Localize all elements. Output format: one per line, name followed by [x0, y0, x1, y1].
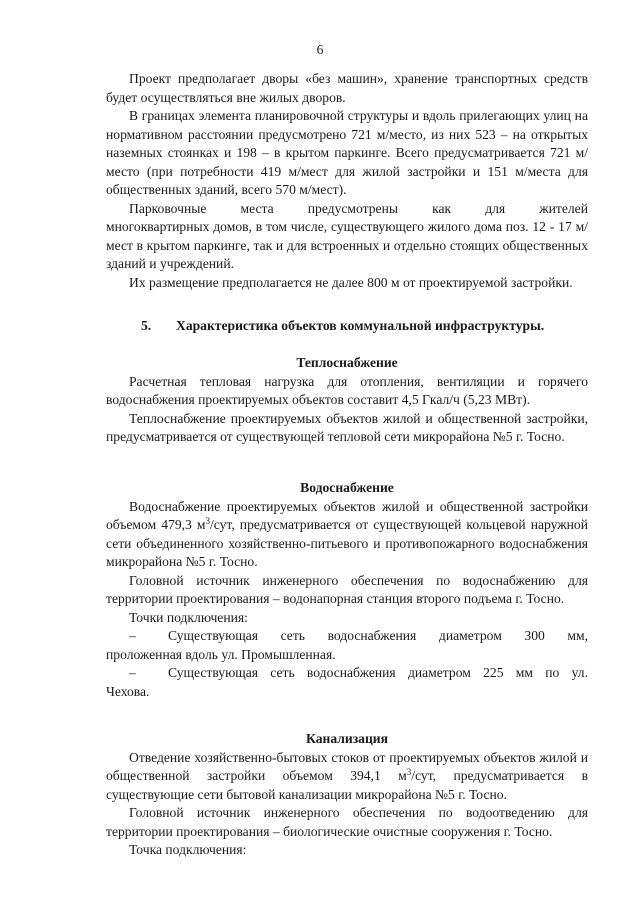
paragraph: Их размещение предполагается не далее 800 м от проектируемой застройки. — [129, 274, 573, 290]
water-supply-section — [106, 479, 588, 701]
heat-supply-section — [106, 354, 588, 447]
superscript: 3 — [205, 516, 210, 526]
paragraph: Расчетная тепловая нагрузка для отопления, вентиляции и горячего водоснабжения проектируемых объектов составит 4,5 Гкал/ч (5,23 МВт). — [106, 373, 588, 407]
page-number: 6 — [316, 42, 324, 57]
list-item-continuation: Чехова. — [106, 683, 150, 699]
list-item: – Существующая сеть водоснабжения диаметром 225 мм по ул. — [106, 664, 588, 683]
superscript: 3 — [406, 767, 412, 777]
paragraph: Водоснабжение проектируемых объектов жилой и общественной застройки объемом 479,3 $м^3$/сут, предусматривается от существующей кольцевой наружной сети объединенного хозяйственно-питьевого и противопожарного водоснабжения микрорайона №5 г. Тосно. — [106, 498, 588, 569]
sewerage-section — [106, 730, 588, 860]
paragraph: Головной источник инженерного обеспечения по водоотведению для территории проектирования – биологические очистные сооружения г. Тосно. — [106, 805, 588, 839]
subheading-heat: Теплоснабжение — [296, 355, 398, 370]
paragraph: Теплоснабжение проектируемых объектов жилой и общественной застройки, предусматривается от существующей тепловой сети микрорайона №5 г. Тосно. — [106, 410, 588, 444]
paragraph-line: Парковочные места предусмотрены как для жителей — [129, 200, 588, 216]
subheading-water: Водоснабжение — [300, 480, 394, 495]
paragraph: Точка подключения: — [129, 842, 247, 857]
section-heading: Характеристика объектов коммунальной инфраструктуры. — [176, 318, 545, 333]
paragraph: Отведение хозяйственно-бытовых стоков от проектируемых объектов жилой и общественной застройки объемом 394,1 $м^3$/сут, предусматривается в существующие сети бытовой канализации микрорайона №5 г. Тосно. — [106, 749, 589, 802]
dash-marker: – — [129, 628, 136, 643]
paragraph: Головной источник инженерного обеспечения по водоснабжению для территории проектирования – водонапорная станция второго подъема г. Тосно. — [106, 572, 588, 606]
subheading-sewer: Канализация — [306, 731, 388, 746]
dash-marker: – — [129, 665, 136, 680]
section-number: 5. — [141, 318, 152, 333]
paragraph: Точки подключения: — [129, 609, 248, 625]
list-item: – Существующая сеть водоснабжения диаметром 300 мм, — [106, 627, 588, 646]
list-item-continuation: проложенная вдоль ул. Промышленная. — [106, 646, 336, 662]
parking-section — [106, 70, 588, 292]
paragraph: многоквартирных домов, в том числе, существующего жилого дома поз. 12 - 17 м/мест в крытом паркинге, так и для встроенных и отдельно стоящих общественных зданий и учреждений. — [106, 219, 588, 271]
paragraph: В границах элемента планировочной структуры и вдоль прилегающих улиц на нормативном расстоянии предусмотрено 721 м/место, из них 523 – на открытых наземных стоянках и 198 – в крытом паркинге. Всего предусматривается 721 м/место (при потребности 419 м/мест для жилой застройки и 151 м/места для общественных зданий, всего 570 м/мест). — [106, 108, 588, 197]
paragraph: Проект предполагает дворы «без машин», хранение транспортных средств будет осуществляться вне жилых дворов. — [106, 71, 588, 105]
